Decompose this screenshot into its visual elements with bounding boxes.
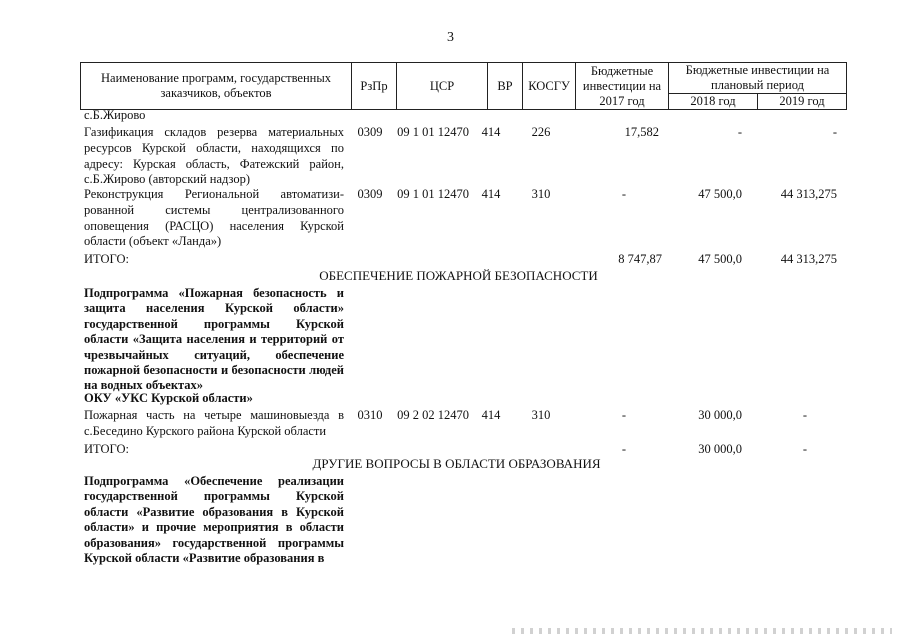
row-kosgu: 310 (531, 187, 551, 201)
row-label: с.Б.Жирово (84, 108, 146, 122)
row-value-2018: - (737, 125, 742, 139)
row-value-2019: 44 313,275 (780, 187, 837, 201)
row-name: Газификация складов резерва материальных ресурсов Курской области, находящихся по адресу: Курская область, Фатежский район, с.Б.Жирово (авторский надзор) (84, 125, 344, 187)
section-heading: ОБЕСПЕЧЕНИЕ ПОЖАРНОЙ БЕЗОПАСНОСТИ (319, 268, 598, 283)
header-rzpr: РзПр (352, 63, 397, 110)
header-2018: 2018 год (669, 94, 758, 110)
total-value-2018: 47 500,0 (698, 252, 742, 266)
scan-artifact (512, 628, 892, 634)
row-rzpr: 0309 (357, 125, 383, 139)
row-vr: 414 (481, 408, 501, 422)
customer-title: ОКУ «УКС Курской области» (84, 391, 253, 405)
row-name: Реконструкция Региональной автоматизи-рованной системы централизованного оповещения (РАСЦО) населения Курской области (объект «Ланда») (84, 187, 344, 249)
total-value-2019: - (802, 442, 807, 456)
row-value-2017: - (621, 187, 626, 201)
header-kosgu: КОСГУ (523, 63, 576, 110)
row-rzpr: 0309 (357, 187, 383, 201)
row-rzpr: 0310 (357, 408, 383, 422)
header-budget-planned: Бюджетные инвестиции на плановый период (669, 63, 847, 94)
total-value-2019: 44 313,275 (780, 252, 837, 266)
header-vr: ВР (488, 63, 523, 110)
row-value-2019: - (832, 125, 837, 139)
row-value-2017: - (621, 408, 626, 422)
row-name: Пожарная часть на четыре машиновыезда в с.Беседино Курского района Курской области (84, 408, 344, 438)
row-kosgu: 310 (531, 408, 551, 422)
header-name: Наименование программ, государственных заказчиков, объектов (81, 63, 352, 110)
row-csr: 09 1 01 12470 (397, 125, 469, 139)
page-number: 3 (447, 30, 454, 45)
total-label: ИТОГО: (84, 252, 129, 266)
total-value-2018: 30 000,0 (698, 442, 742, 456)
row-vr: 414 (481, 187, 501, 201)
row-value-2019: - (802, 408, 807, 422)
section-heading: ДРУГИЕ ВОПРОСЫ В ОБЛАСТИ ОБРАЗОВАНИЯ (312, 456, 601, 471)
row-csr: 09 1 01 12470 (397, 187, 469, 201)
row-csr: 09 2 02 12470 (397, 408, 469, 422)
total-label: ИТОГО: (84, 442, 129, 456)
row-value-2018: 30 000,0 (698, 408, 742, 422)
row-vr: 414 (481, 125, 501, 139)
row-value-2018: 47 500,0 (698, 187, 742, 201)
subprogram-title: Подпрограмма «Пожарная безопасность и защита населения Курской области» государственной программы Курской области «Защита населения и территорий от чрезвычайных ситуаций, обеспечение пожарной безопасности и безопасности людей на водных объектах» (84, 286, 344, 393)
total-value-2017: 8 747,87 (618, 252, 662, 266)
header-csr: ЦСР (397, 63, 488, 110)
header-budget-2017: Бюджетные инвестиции на 2017 год (576, 63, 669, 110)
row-kosgu: 226 (531, 125, 551, 139)
subprogram-title: Подпрограмма «Обеспечение реализации государственной программы Курской области «Развитие образования в Курской области» и прочие мероприятия в области образования» государственной программы Курской области «Развитие образования в (84, 474, 344, 566)
total-value-2017: - (621, 442, 626, 456)
header-2019: 2019 год (757, 94, 846, 110)
row-value-2017: 17,582 (624, 125, 659, 139)
